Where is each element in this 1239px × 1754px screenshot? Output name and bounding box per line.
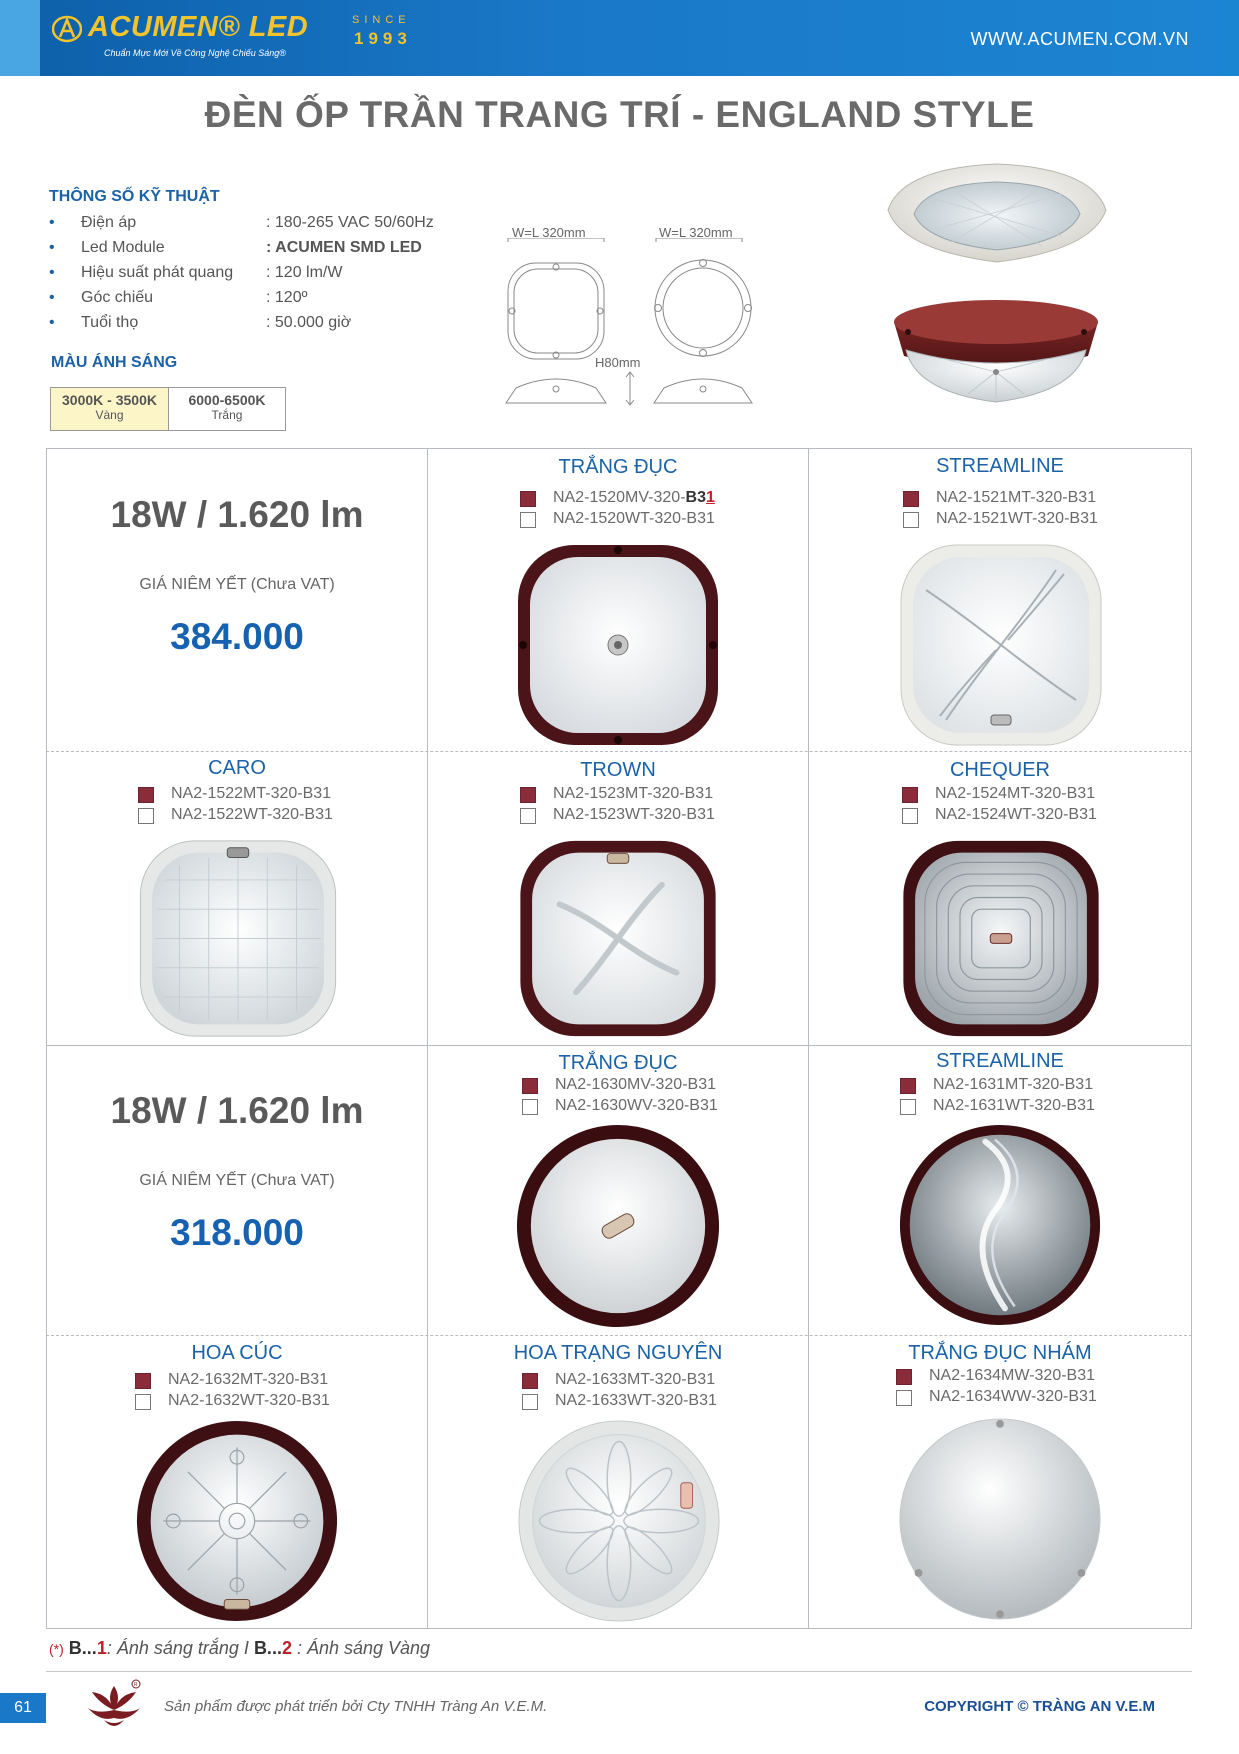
svg-text:R: R <box>134 1682 138 1688</box>
checkbox-filled-icon <box>900 1078 916 1094</box>
product-cell-1631[interactable]: STREAMLINE NA2-1631MT-320-B31 NA2-1631WT-320-B31 <box>809 1046 1191 1335</box>
product-cell-1632[interactable]: HOA CÚC NA2-1632MT-320-B31 NA2-1632WT-320-B31 <box>47 1336 427 1628</box>
dimension-width-square: W=L 320mm <box>512 225 586 240</box>
checkbox-filled-icon <box>902 787 918 803</box>
dimension-drawing <box>500 238 770 408</box>
lamp-image <box>896 540 1106 750</box>
developer-note: Sản phẩm được phát triển bởi Cty TNHH Tràng An V.E.M. <box>164 1698 548 1715</box>
lamp-image <box>897 1122 1103 1328</box>
since-year: 1993 <box>354 29 412 48</box>
checkbox-empty-icon <box>896 1390 912 1406</box>
checkbox-empty-icon <box>520 808 536 824</box>
product-name: TRẮNG ĐỤC <box>558 1052 678 1074</box>
checkbox-filled-icon <box>520 491 536 507</box>
hero-lamp-round-image <box>888 288 1104 406</box>
power-lumen: 18W / 1.620 lm <box>110 494 364 535</box>
product-name: CHEQUER <box>949 759 1050 781</box>
brand-name: ACUMEN® LED <box>88 11 309 43</box>
copyright: COPYRIGHT © TRÀNG AN V.E.M <box>924 1698 1155 1715</box>
grid-border-right <box>1191 448 1192 1629</box>
bullet-icon: • <box>49 239 55 256</box>
brand-slogan: Chuẩn Mực Mới Về Công Nghệ Chiếu Sáng® <box>104 48 286 58</box>
product-cell-1633[interactable]: HOA TRẠNG NGUYÊN NA2-1633MT-320-B31 NA2-1633WT-320-B31 <box>428 1336 808 1628</box>
power-lumen: 18W / 1.620 lm <box>110 1090 364 1131</box>
product-cell-1522[interactable]: CARO NA2-1522MT-320-B31 NA2-1522WT-320-B31 <box>47 752 427 1045</box>
grid-border-bottom <box>46 1628 1192 1629</box>
footer-divider <box>46 1671 1192 1672</box>
checkbox-filled-icon <box>896 1369 912 1385</box>
checkbox-empty-icon <box>900 1099 916 1115</box>
product-cell-1523[interactable]: TROWN NA2-1523MT-320-B31 NA2-1523WT-320-B31 <box>428 752 808 1045</box>
bullet-icon: • <box>49 214 55 231</box>
product-name: STREAMLINE <box>936 455 1064 477</box>
price-value: 384.000 <box>170 616 304 657</box>
product-cell-1520[interactable]: TRẮNG ĐỤC NA2-1520MV-320-B31 NA2-1520WT-320-B31 <box>428 449 808 751</box>
checkbox-empty-icon <box>138 808 154 824</box>
lamp-image <box>513 836 723 1041</box>
page-number: 61 <box>0 1693 46 1723</box>
product-cell-1524[interactable]: CHEQUER NA2-1524MT-320-B31 NA2-1524WT-320-B31 <box>809 752 1191 1045</box>
swatch-cool: 6000-6500K Trắng <box>168 388 285 430</box>
website-link[interactable]: WWW.ACUMEN.COM.VN <box>970 29 1189 49</box>
product-cell-1521[interactable]: STREAMLINE NA2-1521MT-320-B31 NA2-1521WT-320-B31 <box>809 449 1191 751</box>
product-name: STREAMLINE <box>936 1050 1064 1072</box>
product-name: CARO <box>208 757 266 779</box>
price-label: GIÁ NIÊM YẾT (Chưa VAT) <box>139 576 335 593</box>
product-name: TRẮNG ĐỤC <box>558 456 678 478</box>
light-code-footnote: (*) B...1: Ánh sáng trắng I B...2 : Ánh sáng Vàng <box>49 1638 431 1658</box>
bullet-icon: • <box>49 314 55 331</box>
price-box-group-1 <box>47 494 427 658</box>
checkbox-filled-icon <box>520 787 536 803</box>
lamp-image <box>897 1416 1103 1622</box>
acumen-logo-icon <box>52 14 82 44</box>
page-title: ĐÈN ỐP TRẦN TRANG TRÍ - ENGLAND STYLE <box>204 94 1035 135</box>
dimension-width-round: W=L 320mm <box>659 225 733 240</box>
product-cell-1634[interactable]: TRẮNG ĐỤC NHÁM NA2-1634MW-320-B31 NA2-1634WW-320-B31 <box>809 1336 1191 1628</box>
price-label: GIÁ NIÊM YẾT (Chưa VAT) <box>139 1172 335 1189</box>
dimension-height: H80mm <box>595 355 641 370</box>
bullet-icon: • <box>49 264 55 281</box>
checkbox-empty-icon <box>522 1394 538 1410</box>
checkbox-filled-icon <box>138 787 154 803</box>
product-name: TRẮNG ĐỤC NHÁM <box>908 1342 1092 1364</box>
product-name: TROWN <box>580 759 656 781</box>
checkbox-filled-icon <box>522 1373 538 1389</box>
product-name: HOA TRẠNG NGUYÊN <box>513 1342 723 1364</box>
lamp-image <box>134 1418 340 1624</box>
light-color-heading: MÀU ÁNH SÁNG <box>51 354 178 371</box>
page-header <box>0 0 1239 76</box>
bullet-icon: • <box>49 289 55 306</box>
header-stripe <box>0 0 40 76</box>
checkbox-empty-icon <box>902 808 918 824</box>
trang-an-lotus-logo-icon <box>82 1678 146 1734</box>
product-name: HOA CÚC <box>191 1342 283 1364</box>
checkbox-filled-icon <box>903 491 919 507</box>
swatch-warm: 3000K - 3500K Vàng <box>51 388 168 430</box>
checkbox-empty-icon <box>135 1394 151 1410</box>
checkbox-empty-icon <box>903 512 919 528</box>
lamp-image <box>133 836 343 1041</box>
checkbox-empty-icon <box>522 1099 538 1115</box>
price-box-group-2 <box>47 1090 427 1254</box>
price-value: 318.000 <box>170 1212 304 1253</box>
light-color-swatches <box>50 387 286 431</box>
checkbox-empty-icon <box>520 512 536 528</box>
checkbox-filled-icon <box>135 1373 151 1389</box>
lamp-image <box>514 1122 722 1330</box>
product-cell-1630[interactable]: TRẮNG ĐỤC NA2-1630MV-320-B31 NA2-1630WV-320-B31 <box>428 1046 808 1335</box>
checkbox-filled-icon <box>522 1078 538 1094</box>
since-label: SINCE <box>352 14 411 26</box>
lamp-image <box>516 1418 722 1624</box>
specs-heading: THÔNG SỐ KỸ THUẬT <box>49 188 220 205</box>
lamp-image <box>896 836 1106 1041</box>
hero-lamp-square-image <box>882 158 1112 268</box>
lamp-image <box>513 540 723 750</box>
